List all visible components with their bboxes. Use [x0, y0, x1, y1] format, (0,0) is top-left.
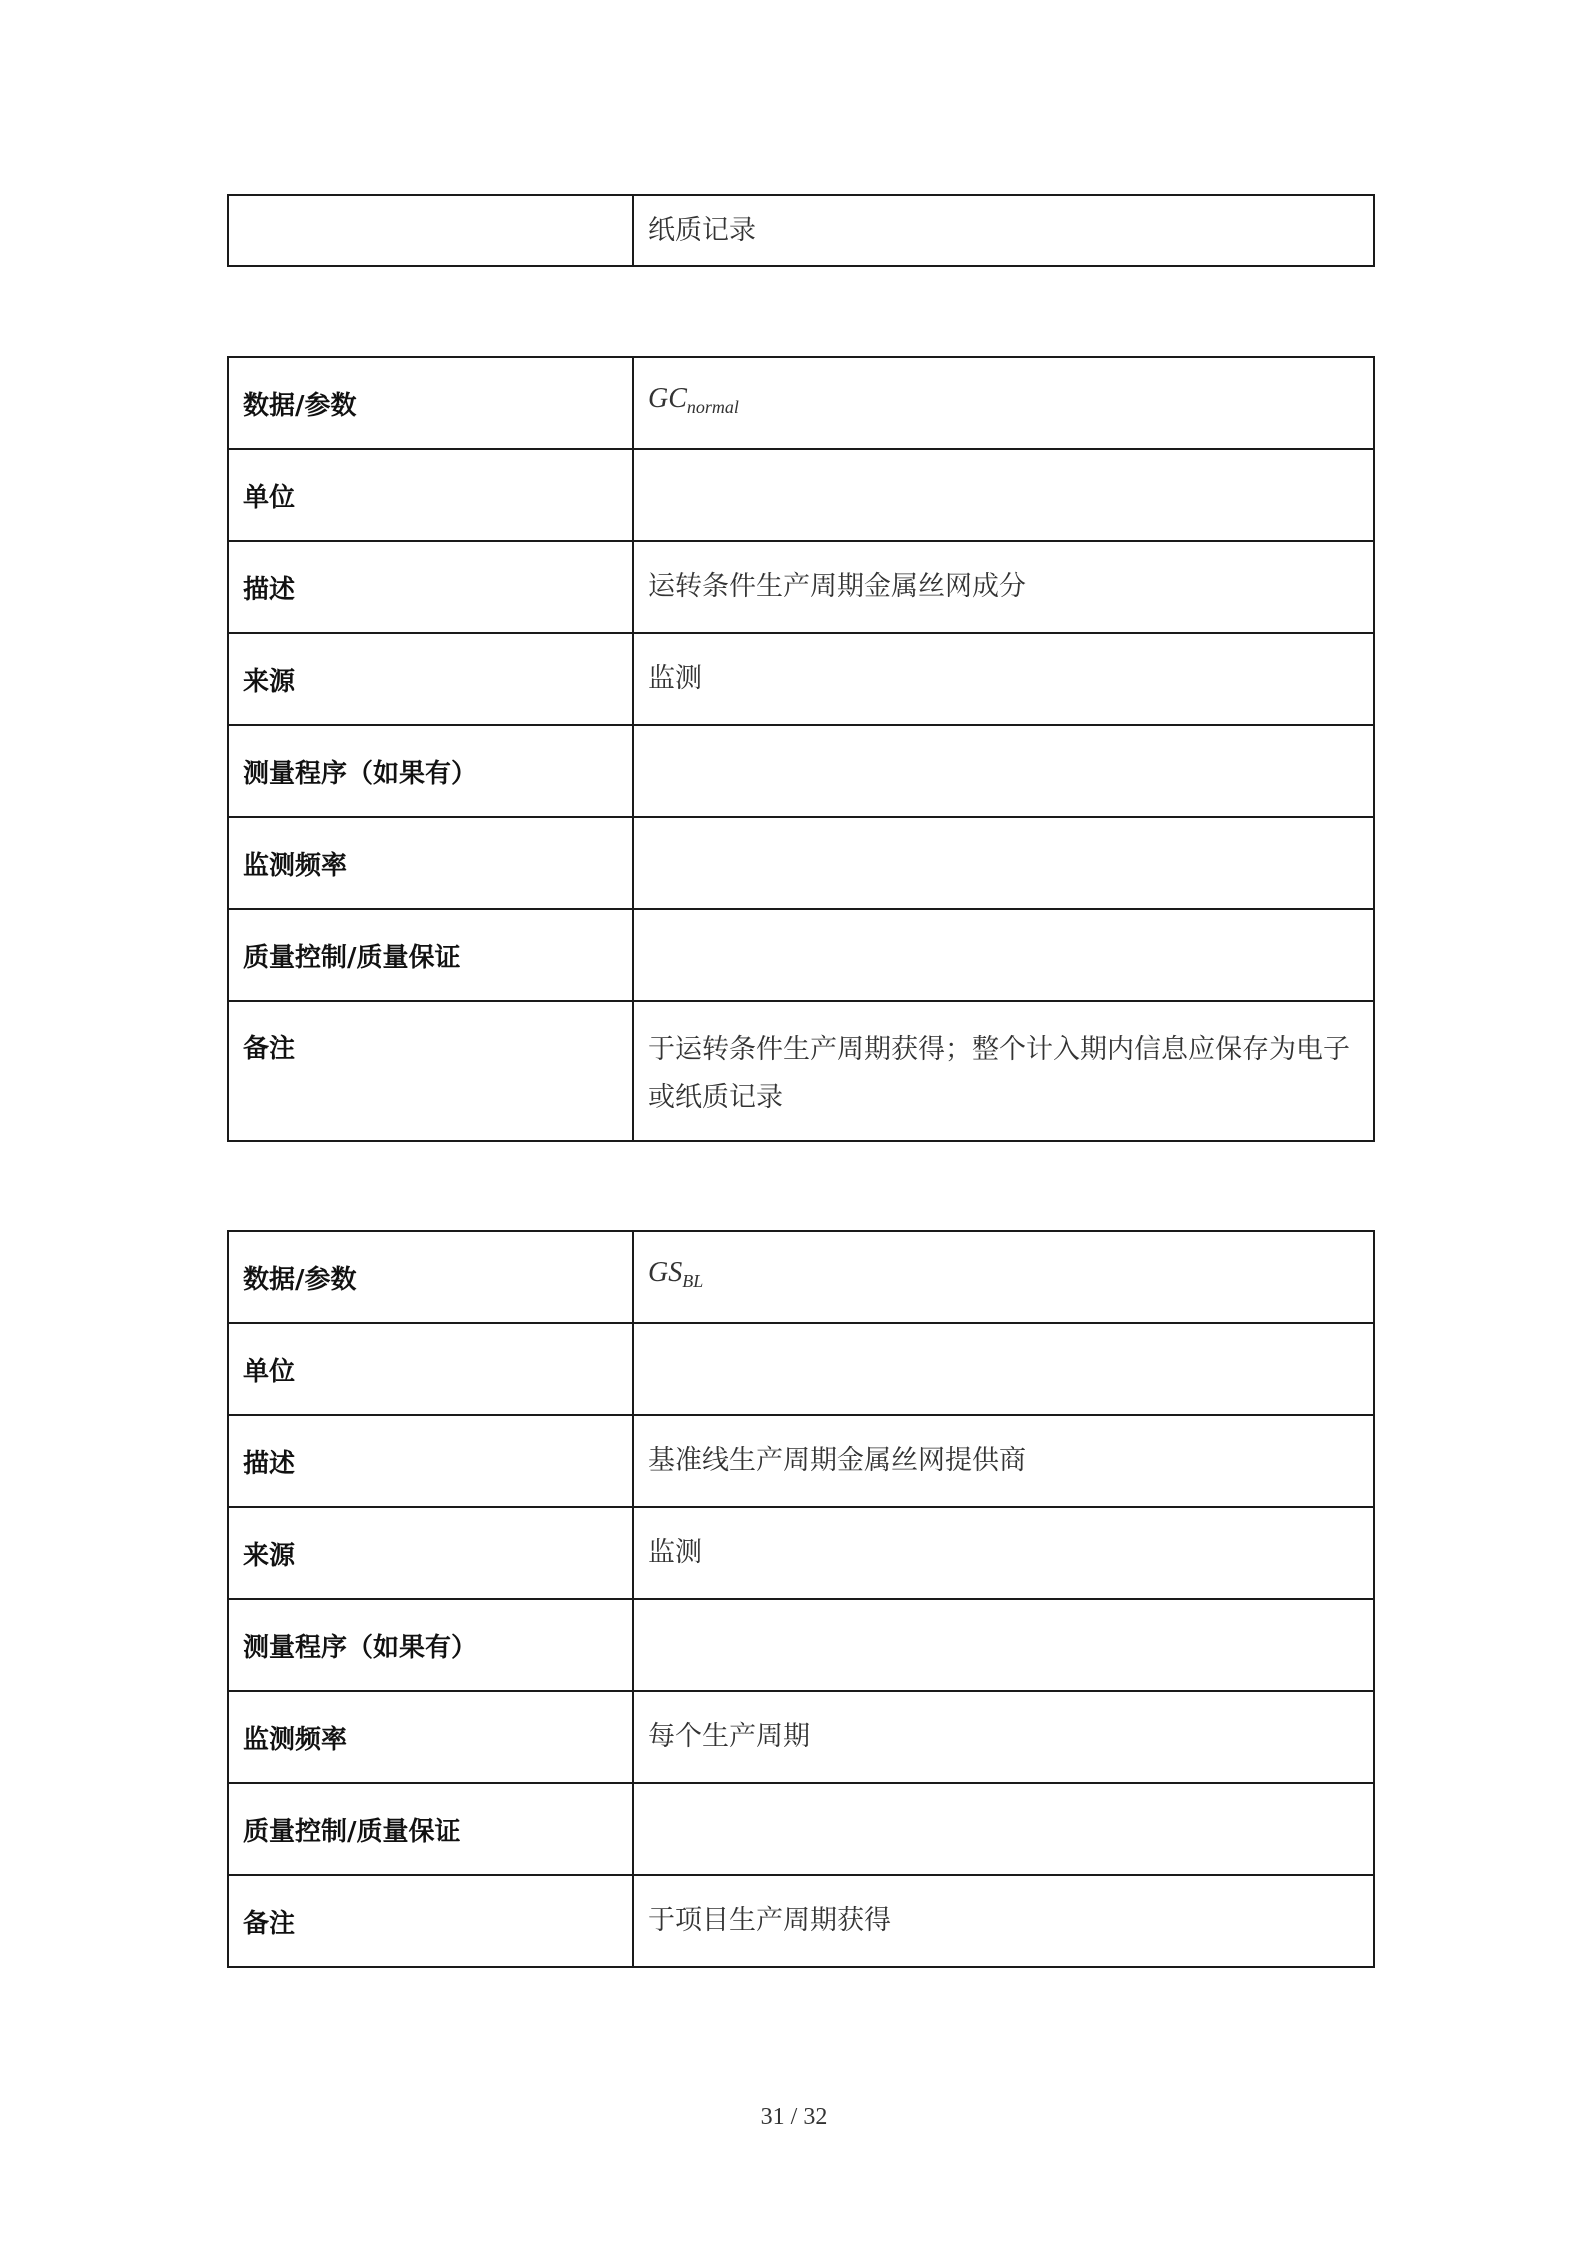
- row-value: [633, 1323, 1374, 1415]
- row-value: [633, 1599, 1374, 1691]
- row-value: [633, 909, 1374, 1001]
- row-label: 测量程序（如果有）: [228, 1599, 633, 1691]
- continuation-table: [227, 194, 1375, 267]
- row-label: 监测频率: [228, 1691, 633, 1783]
- row-value: 监测: [633, 633, 1374, 725]
- symbol-main: GS: [648, 1257, 683, 1288]
- row-label: 描述: [228, 541, 633, 633]
- symbol-main: GC: [648, 383, 687, 414]
- table-row: [228, 1507, 1374, 1599]
- row-value: 于运转条件生产周期获得；整个计入期内信息应保存为电子或纸质记录: [633, 1001, 1374, 1141]
- row-label: 来源: [228, 1507, 633, 1599]
- row-label: 单位: [228, 449, 633, 541]
- row-label: 描述: [228, 1415, 633, 1507]
- symbol-subscript: normal: [686, 397, 739, 417]
- table-row: [228, 1415, 1374, 1507]
- symbol-subscript: BL: [682, 1271, 704, 1291]
- row-label: 监测频率: [228, 817, 633, 909]
- row-value: 基准线生产周期金属丝网提供商: [633, 1415, 1374, 1507]
- row-label: 质量控制/质量保证: [228, 1783, 633, 1875]
- row-label: 来源: [228, 633, 633, 725]
- row-label: 备注: [228, 1875, 633, 1967]
- row-value: [633, 725, 1374, 817]
- row-label: 备注: [228, 1001, 633, 1141]
- table-row: [228, 725, 1374, 817]
- row-label: 质量控制/质量保证: [228, 909, 633, 1001]
- row-label: [228, 195, 633, 266]
- row-value: 每个生产周期: [633, 1691, 1374, 1783]
- table-row: [228, 1599, 1374, 1691]
- row-label: 测量程序（如果有）: [228, 725, 633, 817]
- table-row: [228, 1783, 1374, 1875]
- row-value: [633, 1783, 1374, 1875]
- table-row: [228, 909, 1374, 1001]
- table-row: [228, 1231, 1374, 1323]
- parameter-symbol: [633, 1231, 1374, 1323]
- row-label: 数据/参数: [228, 1231, 633, 1323]
- table-row: [228, 1001, 1374, 1141]
- table-row: [228, 817, 1374, 909]
- table-row: [228, 1691, 1374, 1783]
- parameter-table-gc-normal: [227, 356, 1375, 1142]
- parameter-table-gs-bl: [227, 1230, 1375, 1968]
- table-row: [228, 449, 1374, 541]
- row-value: [633, 449, 1374, 541]
- page-number: 31 / 32: [760, 2104, 828, 2130]
- row-value: 于项目生产周期获得: [633, 1875, 1374, 1967]
- table-row: [228, 1875, 1374, 1967]
- table-row: [228, 195, 1374, 266]
- table-row: [228, 357, 1374, 449]
- table-row: [228, 633, 1374, 725]
- row-value: [633, 817, 1374, 909]
- row-value: 运转条件生产周期金属丝网成分: [633, 541, 1374, 633]
- table-row: [228, 1323, 1374, 1415]
- table-row: [228, 541, 1374, 633]
- row-value: 监测: [633, 1507, 1374, 1599]
- row-label: 单位: [228, 1323, 633, 1415]
- row-value: 纸质记录: [633, 195, 1374, 266]
- parameter-symbol: [633, 357, 1374, 449]
- row-label: 数据/参数: [228, 357, 633, 449]
